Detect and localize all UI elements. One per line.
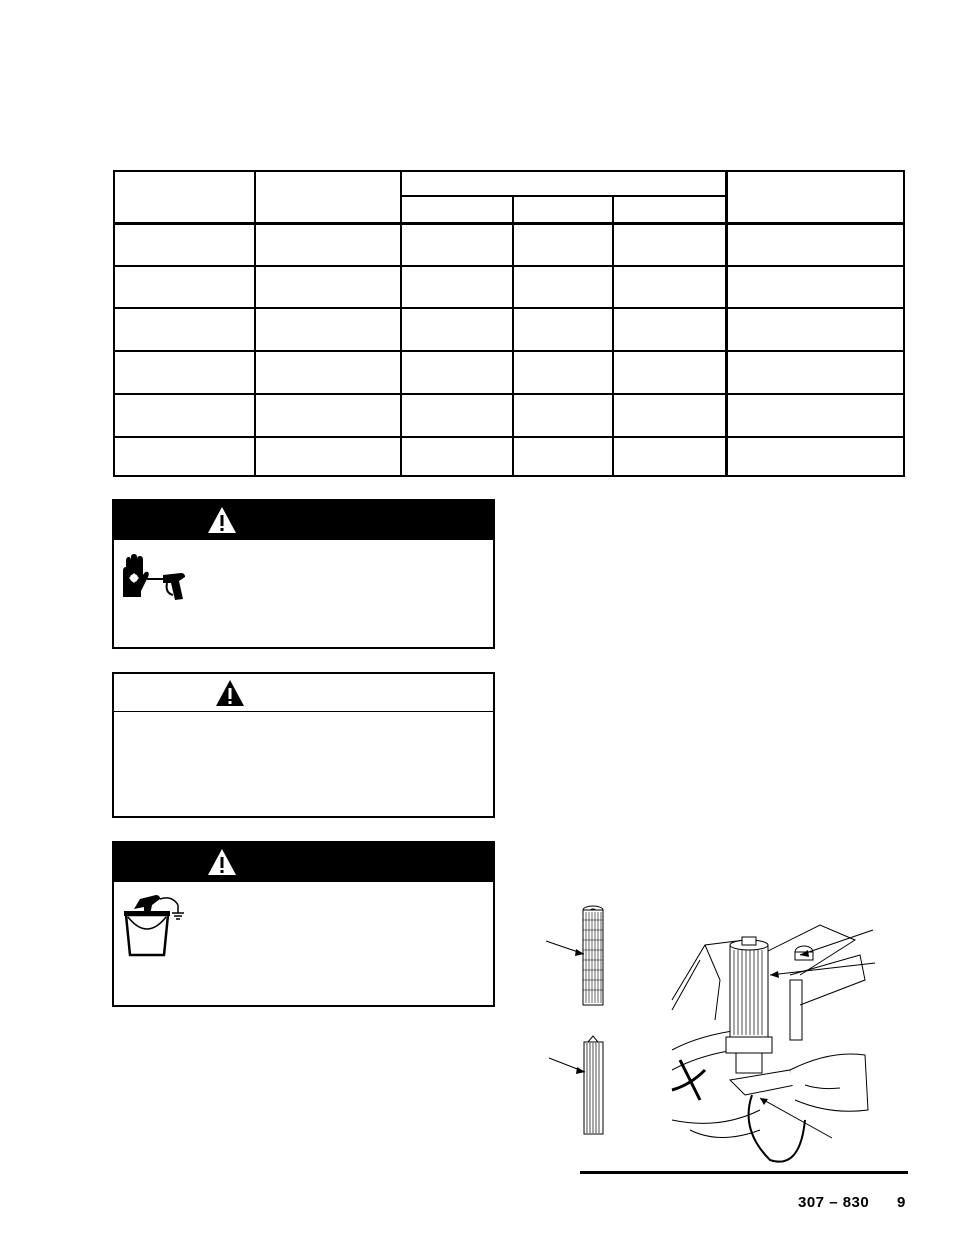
table-row-line (115, 393, 903, 395)
table-col-line (254, 172, 256, 475)
warning-triangle-icon (207, 848, 237, 876)
warning-triangle-icon (207, 506, 237, 534)
table-row-line (115, 436, 903, 438)
table-col-line (612, 195, 614, 475)
warning-triangle-icon (215, 679, 245, 707)
page-number: 9 (897, 1194, 906, 1211)
table-row-line (115, 307, 903, 309)
pump-filter-element-illustration (540, 895, 885, 1175)
table-col-line (400, 172, 402, 475)
table-row-line (115, 350, 903, 352)
specification-table (113, 170, 905, 477)
filter-element-mesh (546, 906, 603, 1005)
table-header-split-line (401, 195, 726, 197)
pump-assembly (672, 925, 875, 1162)
table-header-bottom-line (115, 222, 903, 225)
warning-header-bar (114, 843, 493, 882)
table-col-line (725, 172, 728, 475)
caution-box (112, 672, 495, 818)
grounded-pail-spray-gun-icon (122, 893, 194, 961)
table-col-line (512, 195, 514, 475)
document-number: 307 – 830 (798, 1194, 870, 1211)
table-row-line (115, 265, 903, 267)
filter-element-ribbed (549, 1036, 603, 1134)
hand-spray-gun-injection-icon (119, 553, 187, 605)
caution-header-bar (114, 674, 493, 712)
footer-rule (580, 1171, 908, 1174)
warning-header-bar (114, 501, 493, 540)
warning-box-grounding (112, 841, 495, 1007)
warning-box-injection (112, 499, 495, 649)
